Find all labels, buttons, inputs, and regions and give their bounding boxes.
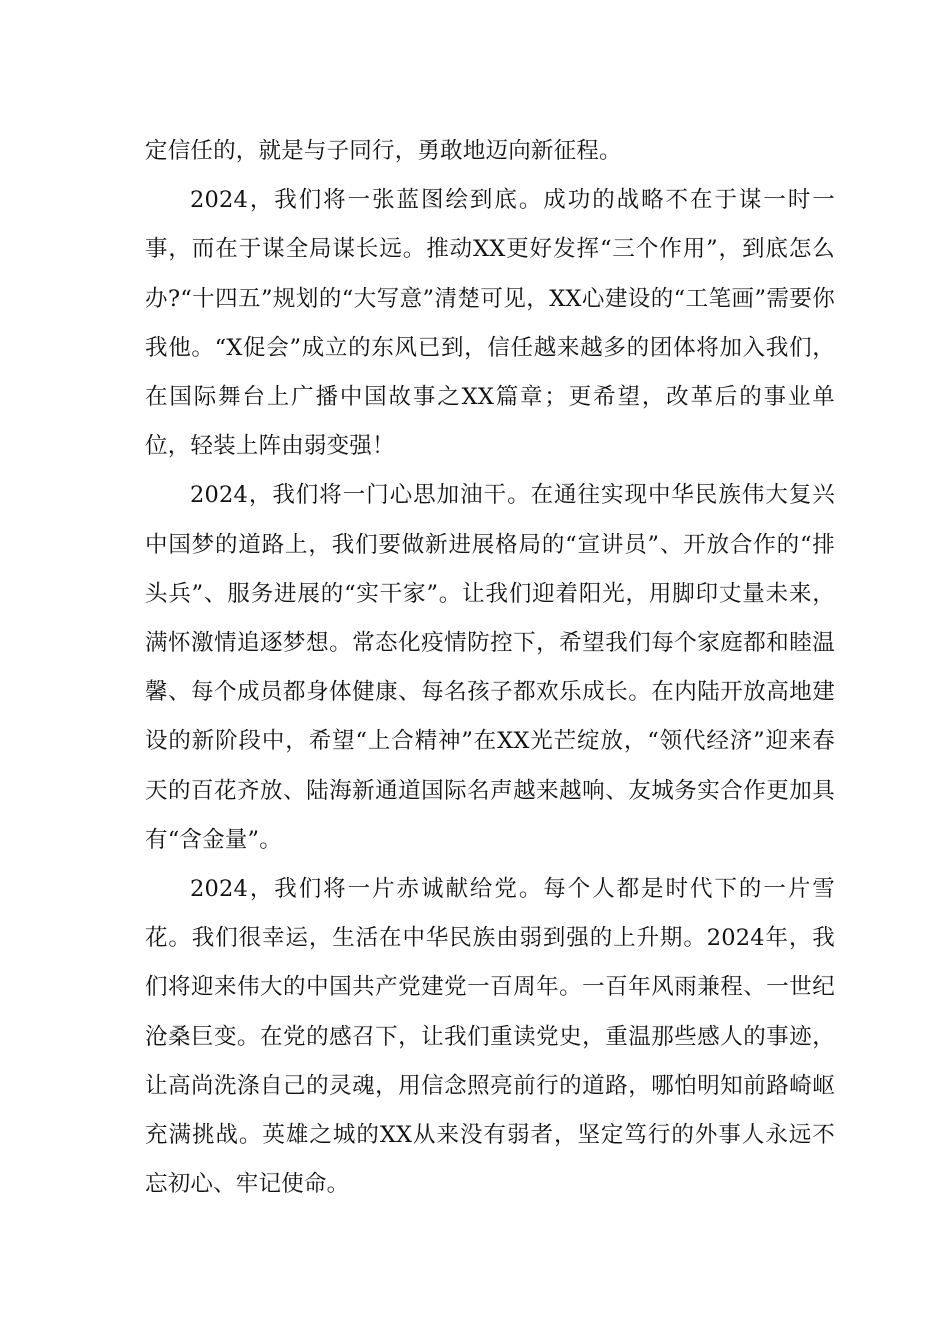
paragraph-devotion: 2024，我们将一片赤诚献给党。每个人都是时代下的一片雪花。我们很幸运，生活在中华民族由弱到强的上升期。2024年，我们将迎来伟大的中国共产党建党一百周年。一百年风雨兼程、一世纪沧桑巨变。在党的感召下，让我们重读党史，重温那些感人的事迹，让高尚洗涤自己的灵魂，用信念照亮前行的道路，哪怕明知前路崎岖充满挑战。英雄之城的XX从来没有弱者，坚定笃行的外事人永远不忘初心、牢记使命。 [145,876,835,1198]
document-body [145,127,835,1209]
paragraph-blueprint: 2024，我们将一张蓝图绘到底。成功的战略不在于谋一时一事，而在于谋全局谋长远。推动XX更好发挥“三个作用”，到底怎么办?“十四五”规划的“大写意”清楚可见，XX心建设的“工笔画”需要你我他。“X促会”成立的东风已到，信任越来越多的团体将加入我们，在国际舞台上广播中国故事之XX篇章；更希望，改革后的事业单位，轻装上阵由弱变强！ [145,187,835,460]
paragraph-continuation: 定信任的，就是与子同行，勇敢地迈向新征程。 [145,138,622,164]
paragraph-work-hard: 2024，我们将一门心思加油干。在通往实现中华民族伟大复兴中国梦的道路上，我们要做新进展格局的“宣讲员”、开放合作的“排头兵”、服务进展的“实干家”。让我们迎着阳光，用脚印丈量未来，满怀激情追逐梦想。常态化疫情防控下，希望我们每个家庭都和睦温馨、每个成员都身体健康、每名孩子都欢乐成长。在内陆开放高地建设的新阶段中，希望“上合精神”在XX光芒绽放，“领代经济”迎来春天的百花齐放、陆海新通道国际名声越来越响、友城务实合作更加具有“含金量”。 [145,482,835,853]
